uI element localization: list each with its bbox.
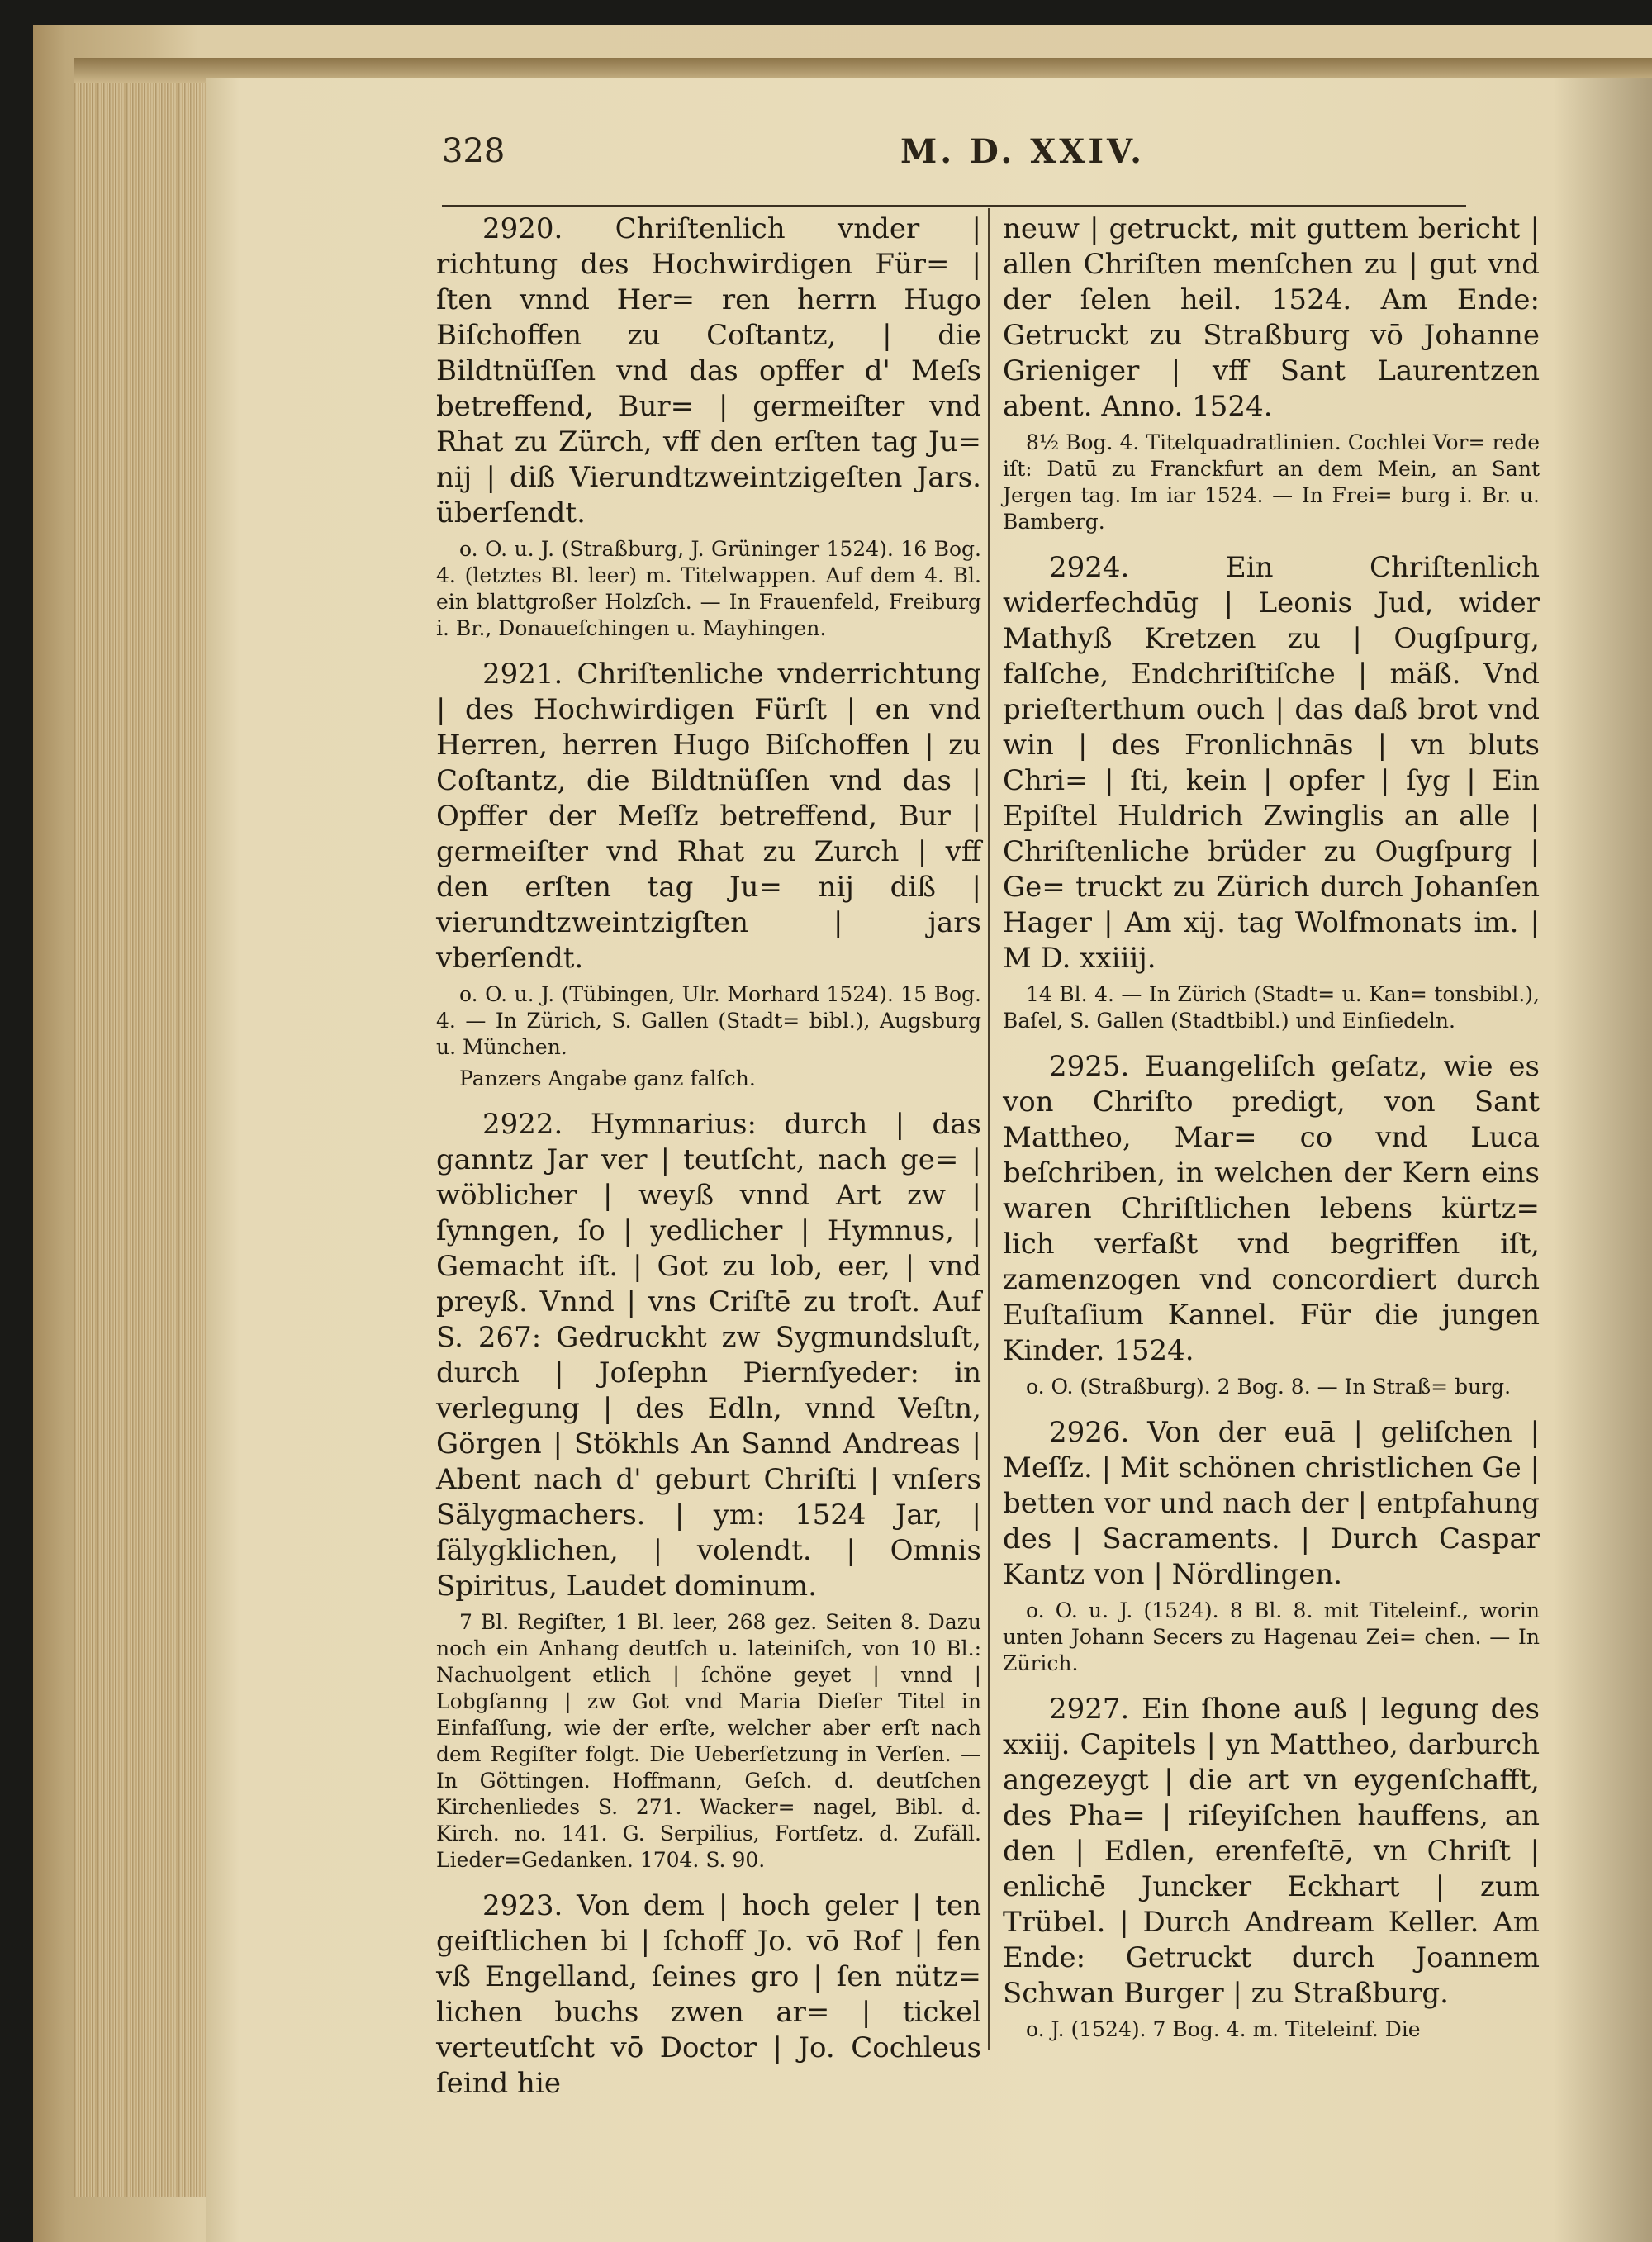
entry-title: Von der euā | geliſchen | Meſſz. | Mit schönen christlichen Ge | betten vor und nach der | entpfahung des | Sacraments. | Durch Caspar Kantz von | Nördlingen. xyxy=(1003,1416,1540,1591)
entry-title: Hymnarius: durch | das ganntz Jar ver | teutſcht, nach ge= | wöblicher | weyß vnnd Art zw | ſynngen, ſo | yedlicher | Hymnus, | Gemacht iſt. | Got zu lob, eer, | vnd preyß. Vnnd | vns Criſtē zu troſt. Auf S. 267: Gedruckht zw Sygmundsluſt, durch | Joſephn Piernſyeder: in verlegung | des Edln, vnnd Veſtn, Görgen | Stökhls An Sannd Andreas | Abent nach d' geburt Chriſti | vnſers Sälygmachers. | ym: 1524 Jar, | ſälygklichen, | volendt. | Omnis Spiritus, Laudet dominum. xyxy=(436,1108,981,1603)
entry-number: 2921. xyxy=(482,658,563,691)
entry-title: Von dem | hoch geler | ten geiſtlichen bi | ſchoff Jo. vō Rof | fen vß Engelland, ſeines gro | ſen nütz= lichen buchs zwen ar= | tickel verteutſcht vō Doctor | Jo. Cochleus ſeind hie xyxy=(436,1889,981,2100)
entry-note: o. O. u. J. (Tübingen, Ulr. Morhard 1524). 15 Bog. 4. — In Zürich, S. Gallen (Stadt= bibl.), Augsburg u. München. xyxy=(436,982,981,1059)
entry-title: Chriſtenliche vnderrichtung | des Hochwirdigen Fürſt | en vnd Herren, herren Hugo Biſchoffen | zu Coſtantz, die Bildtnüſſen vnd das | Opffer der Meſſz betreffend, Bur | germeiſter vnd Rhat zu Zurch | vff den erſten tag Ju= nij diß | vierundtzweintzigſten | jars vberſendt. xyxy=(436,658,981,975)
entry-note: o. O. u. J. (Straßburg, J. Grüninger 1524). 16 Bog. 4. (letztes Bl. leer) m. Titelwappen. Auf dem 4. Bl. ein blattgroßer Holzſch. — In Frauenfeld, Freiburg i. Br., Donaueſchingen u. Mayhingen. xyxy=(436,537,981,640)
running-title: M. D. XXIV. xyxy=(900,132,1145,171)
right-column xyxy=(1003,211,1540,2058)
entry-2926 xyxy=(1003,1415,1540,1677)
entry-2923-continued xyxy=(1003,211,1540,535)
page-stack xyxy=(74,58,206,2197)
entry-number: 2923. xyxy=(482,1889,563,1922)
entry-2923 xyxy=(436,1888,981,2102)
column-divider xyxy=(988,208,990,2050)
entry-note: o. O. (Straßburg). 2 Bog. 8. — In Straß= burg. xyxy=(1026,1375,1512,1399)
entry-note: 7 Bl. Regiſter, 1 Bl. leer, 268 gez. Seiten 8. Dazu noch ein Anhang deutſch u. lateiniſch, von 10 Bl.: Nachuolgent etlich | ſchöne geyet | vnnd | Lobgſanng | zw Got vnd Maria Dieſer Titel in Einfaſſung, wie der erſte, welcher aber erſt nach dem Regiſter folgt. Die Ueberſetzung in Verſen. — In Göttingen. Hoffmann, Geſch. d. deutſchen Kirchenliedes S. 271. Wacker= nagel, Bibl. d. Kirch. no. 141. G. Serpilius, Fortſetz. d. Zufäll. Lieder=Gedanken. 1704. S. 90. xyxy=(436,1610,981,1872)
entry-2921 xyxy=(436,657,981,1092)
entry-number: 2925. xyxy=(1049,1050,1130,1083)
entry-title: Euangeliſch geſatz, wie es von Chriſto predigt, von Sant Mattheo, Mar= co vnd Luca beſchriben, in welchen der Kern eins waren Chriſtlichen lebens kürtz= lich verfaßt vnd begriffen iſt, zamenzogen vnd concordiert durch Euſtaſium Kannel. Für die jungen Kinder. 1524. xyxy=(1003,1050,1540,1367)
entry-title: neuw | getruckt, mit guttem bericht | allen Chriſten menſchen zu | gut vnd der ſelen heil. 1524. Am Ende: Getruckt zu Straßburg vō Johanne Grieniger | vff Sant Laurentzen abent. Anno. 1524. xyxy=(1003,212,1540,423)
entry-number: 2922. xyxy=(482,1108,563,1141)
entry-2922 xyxy=(436,1107,981,1874)
entry-2920 xyxy=(436,211,981,642)
left-column xyxy=(436,211,981,2116)
entry-number: 2926. xyxy=(1049,1416,1130,1449)
entry-note: o. J. (1524). 7 Bog. 4. m. Titeleinf. Die xyxy=(1026,2017,1421,2041)
entry-title: Chriſtenlich vnder | richtung des Hochwirdigen Für= | ſten vnnd Her= ren herrn Hugo Biſchoffen zu Coſtantz, | die Bildtnüſſen vnd das opffer d' Meſs betreffend, Bur= | germeiſter vnd Rhat zu Zürch, vff den erſten tag Ju= nij | diß Vierundtzweintzigeſten Jars. überſendt. xyxy=(436,212,981,530)
gutter-shadow xyxy=(1553,78,1652,2242)
entry-number: 2920. xyxy=(482,212,563,245)
entry-2924 xyxy=(1003,550,1540,1034)
entry-title: Ein Chriſtenlich widerfechdūg | Leonis Jud, wider Mathyß Kretzen zu | Ougſpurg, falſche, Endchriſtiſche | mäß. Vnd prieſterthum ouch | das daß brot vnd win | des Fronlichnās | vn bluts Chri= | ſti, kein | opfer | ſyg | Ein Epiſtel Huldrich Zwinglis an alle | Chriſtenliche brüder zu Ougſpurg | Ge= truckt zu Zürich durch Johanſen Hager | Am xij. tag Wolfmonats im. | M D. xxiiij. xyxy=(1003,551,1540,975)
entry-2927 xyxy=(1003,1692,1540,2043)
entry-note: 14 Bl. 4. — In Zürich (Stadt= u. Kan= tonsbibl.), Baſel, S. Gallen (Stadtbibl.) und Einſiedeln. xyxy=(1003,982,1540,1033)
page-number: 328 xyxy=(442,132,506,170)
entry-title: Ein ſhone auß | legung des xxiij. Capitels | yn Mattheo, darburch angezeygt | die art vn eygenſchafft, des Pha= | riſeyiſchen hauffens, an den | Edlen, erenfeſtē, vn Chriſt | enlichē Juncker Eckhart | zum Trübel. | Durch Andream Keller. Am Ende: Getruckt durch Joannem Schwan Burger | zu Straßburg. xyxy=(1003,1693,1540,2010)
entry-note: Panzers Angabe ganz falſch. xyxy=(459,1066,756,1090)
entry-2925 xyxy=(1003,1049,1540,1400)
entry-note: 8½ Bog. 4. Titelquadratlinien. Cochlei Vor= rede iſt: Datū zu Franckfurt an dem Mein, an Sant Jergen tag. Im iar 1524. — In Frei= burg i. Br. u. Bamberg. xyxy=(1003,430,1540,534)
running-header xyxy=(442,124,1652,173)
entry-number: 2924. xyxy=(1049,551,1130,584)
entry-number: 2927. xyxy=(1049,1693,1130,1726)
header-rule xyxy=(442,205,1466,207)
entry-note: o. O. u. J. (1524). 8 Bl. 8. mit Titeleinf., worin unten Johann Secers zu Hagenau Zei= chen. — In Zürich. xyxy=(1003,1598,1540,1675)
